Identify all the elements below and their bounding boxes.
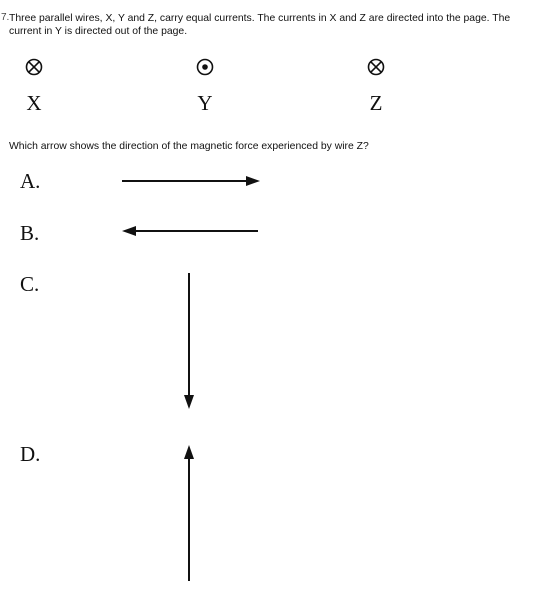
option-c-down-arrow-icon bbox=[182, 271, 196, 411]
wire-x-into-page-icon bbox=[25, 58, 43, 76]
wire-y-label: Y bbox=[197, 91, 213, 115]
option-d-label: D. bbox=[20, 442, 41, 466]
wire-x-label: X bbox=[26, 91, 42, 115]
question-intro bbox=[9, 12, 539, 38]
option-b-label: B. bbox=[20, 221, 40, 245]
wire-z-label: Z bbox=[369, 91, 383, 115]
option-d-up-arrow-icon bbox=[182, 443, 196, 583]
option-a-right-arrow-icon bbox=[120, 174, 262, 188]
question-number: 7. bbox=[1, 12, 10, 23]
wire-y-out-of-page-icon bbox=[196, 58, 214, 76]
question-prompt: Which arrow shows the direction of the magnetic force experienced by wire Z? bbox=[9, 141, 369, 152]
option-a-label: A. bbox=[20, 169, 41, 193]
question-intro-line-1: Three parallel wires, X, Y and Z, carry equal currents. The currents in X and Z are directed into the page. The bbox=[9, 13, 511, 24]
wire-z-into-page-icon bbox=[367, 58, 385, 76]
question-intro-line-2: current in Y is directed out of the page. bbox=[9, 26, 188, 37]
option-b-left-arrow-icon bbox=[120, 224, 262, 238]
option-c-label: C. bbox=[20, 272, 40, 296]
